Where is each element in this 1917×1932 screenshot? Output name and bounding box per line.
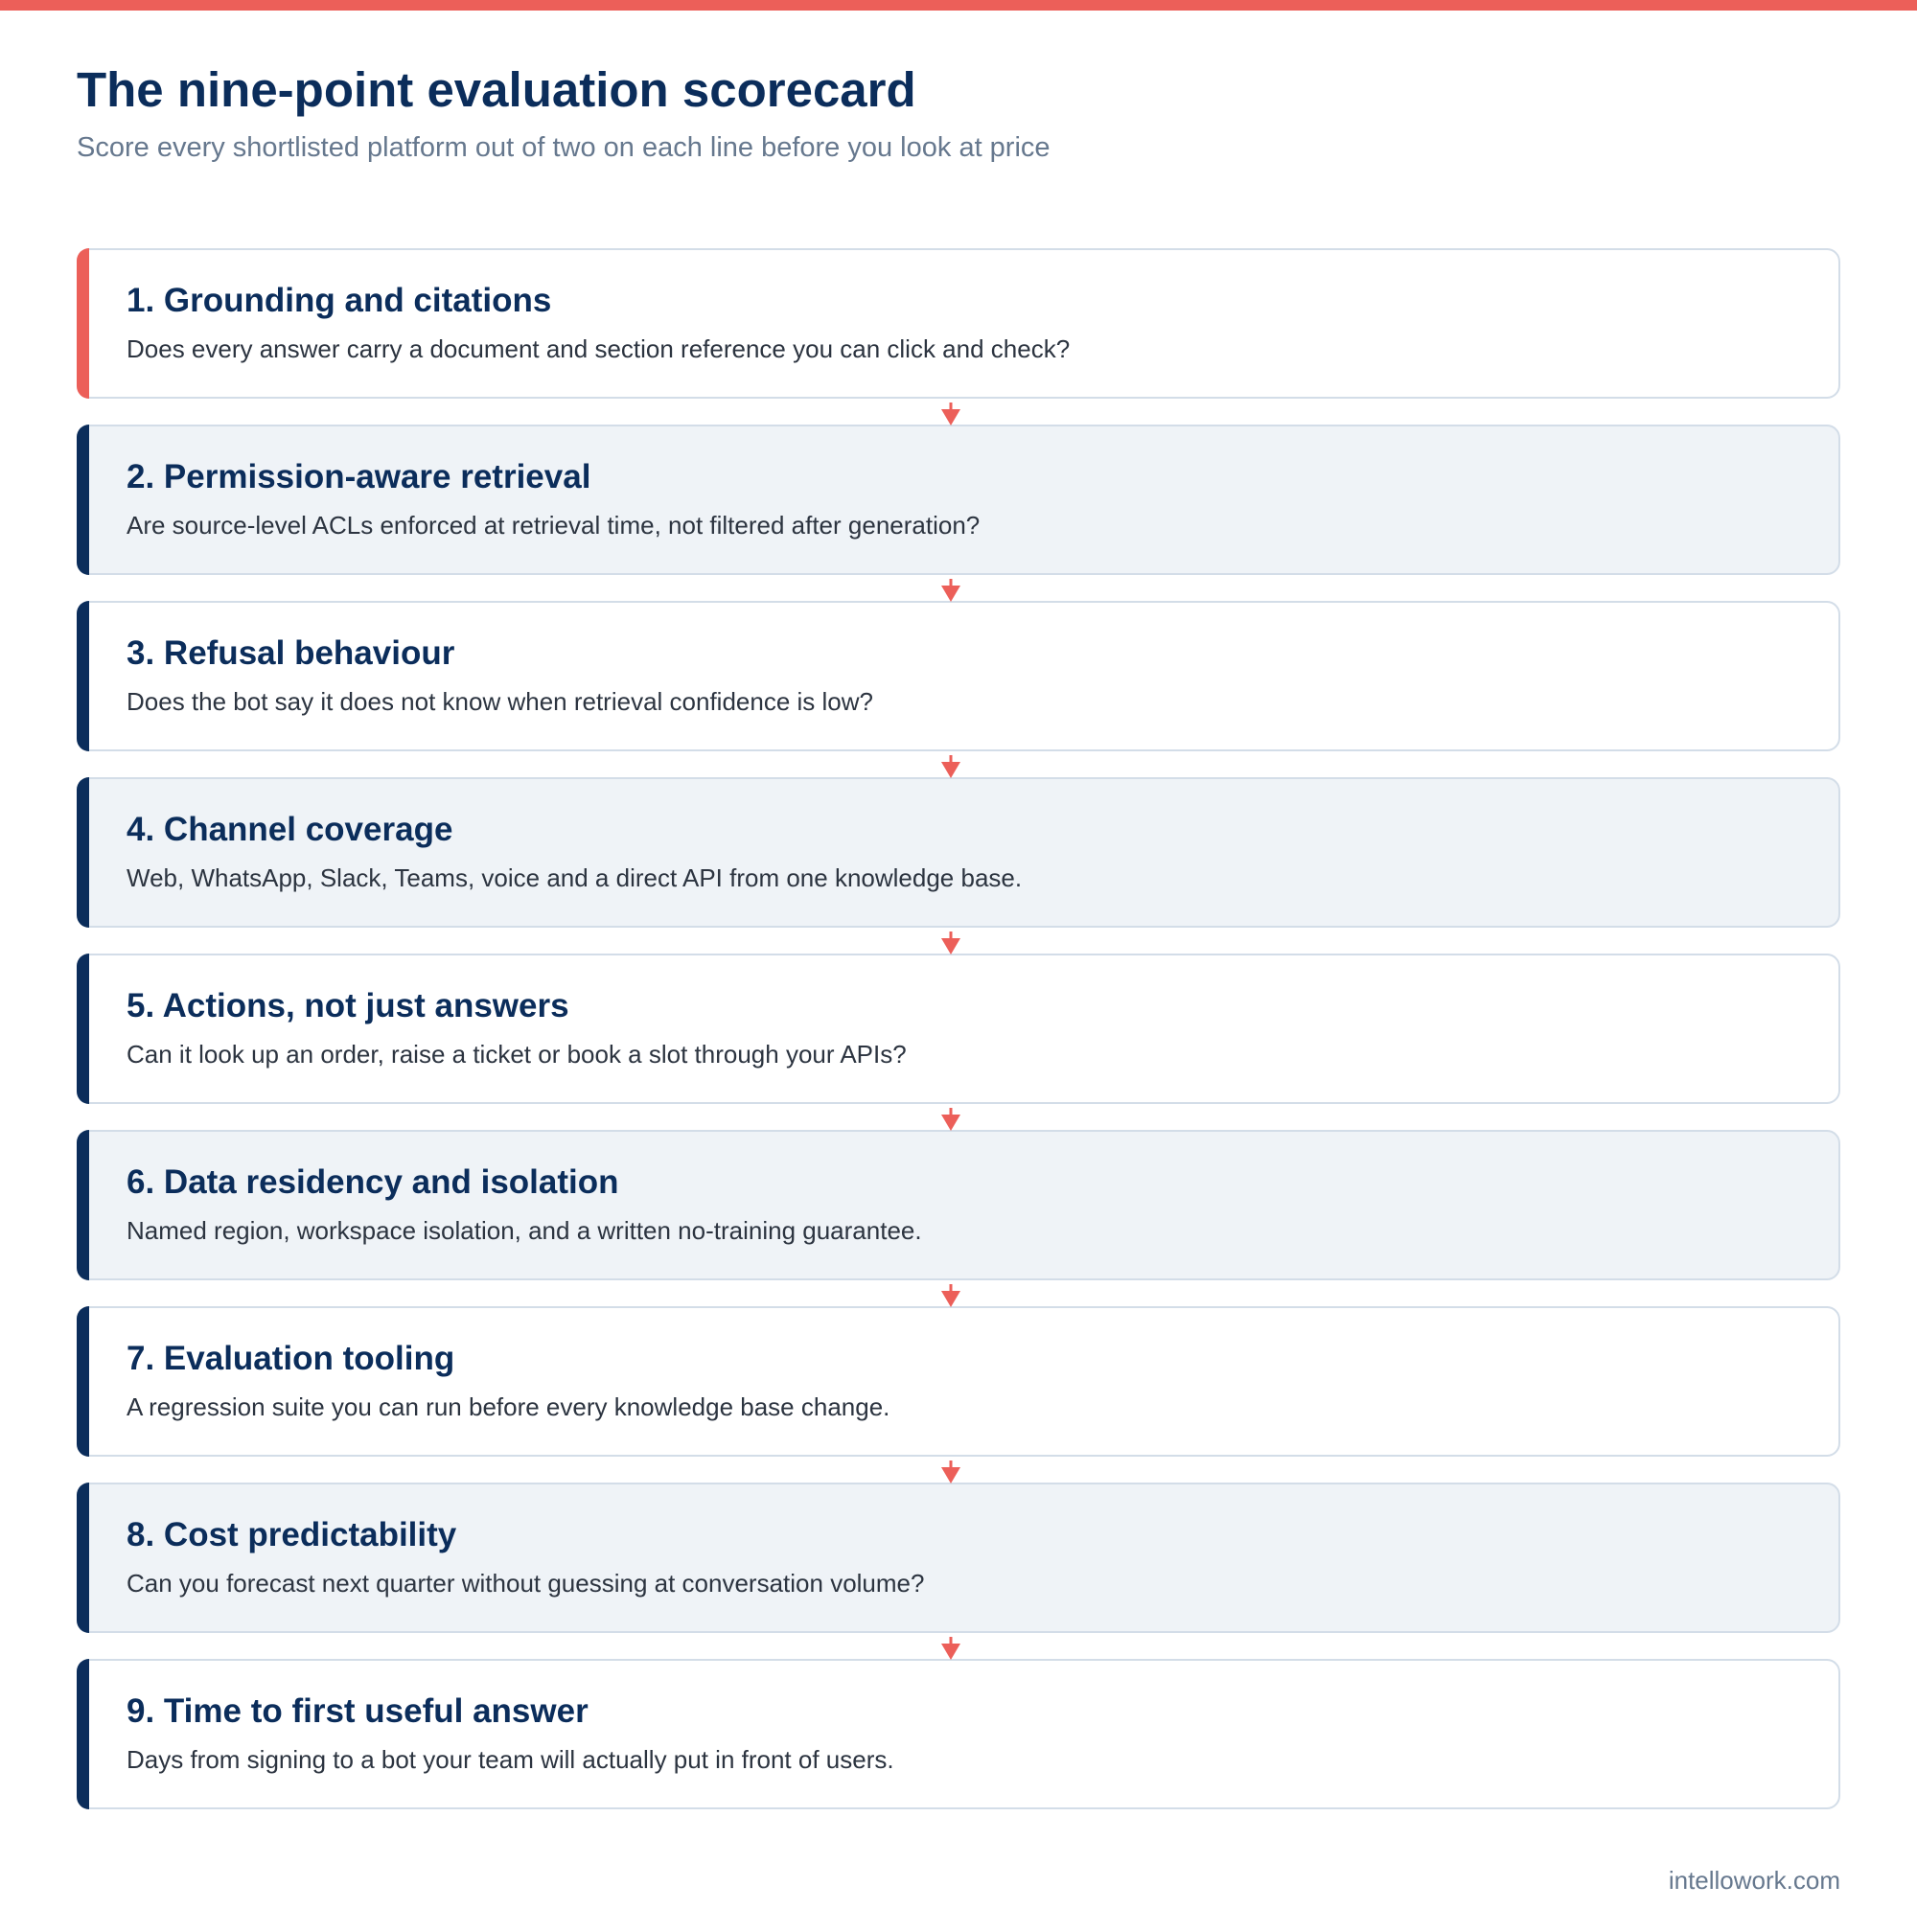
step-card-9 [77,1659,1840,1809]
page-subtitle: Score every shortlisted platform out of two on each line before you look at price [77,132,1051,163]
step-accent-bar [77,1483,89,1633]
arrow-down-icon [939,1460,962,1485]
step-accent-bar [77,777,89,928]
step-description: Web, WhatsApp, Slack, Teams, voice and a direct API from one knowledge base. [127,863,1023,892]
arrow-down-icon [939,932,962,956]
step-accent-bar [77,1306,89,1457]
step-card-6 [77,1130,1840,1280]
step-description: Can it look up an order, raise a ticket or book a slot through your APIs? [127,1040,907,1069]
step-title: 7. Evaluation tooling [127,1340,455,1377]
step-card-3 [77,601,1840,751]
step-accent-bar [77,425,89,575]
step-title: 8. Cost predictability [127,1516,457,1553]
step-card-4 [77,777,1840,928]
arrow-down-icon [939,1637,962,1662]
footer-site-link[interactable]: intellowork.com [1668,1866,1840,1895]
step-description: Does the bot say it does not know when retrieval confidence is low? [127,687,873,716]
step-accent-bar [77,248,89,399]
arrow-down-icon [939,755,962,780]
step-accent-bar [77,1130,89,1280]
step-card-7 [77,1306,1840,1457]
step-title: 5. Actions, not just answers [127,987,569,1024]
step-description: Does every answer carry a document and section reference you can click and check? [127,334,1071,363]
arrow-down-icon [939,579,962,604]
scorecard-steps [77,248,1840,1835]
step-description: Named region, workspace isolation, and a written no-training guarantee. [127,1216,922,1245]
step-card-5 [77,954,1840,1104]
step-description: Can you forecast next quarter without guessing at conversation volume? [127,1569,925,1598]
arrow-down-icon [939,1108,962,1133]
step-title: 1. Grounding and citations [127,282,552,319]
page-title: The nine-point evaluation scorecard [77,62,916,117]
step-description: Days from signing to a bot your team will actually put in front of users. [127,1745,894,1774]
step-title: 4. Channel coverage [127,811,453,848]
step-accent-bar [77,1659,89,1809]
step-card-8 [77,1483,1840,1633]
step-card-1 [77,248,1840,399]
arrow-down-icon [939,1284,962,1309]
step-card-2 [77,425,1840,575]
step-description: A regression suite you can run before every knowledge base change. [127,1392,890,1421]
arrow-down-icon [939,402,962,427]
step-title: 2. Permission-aware retrieval [127,458,591,495]
step-title: 3. Refusal behaviour [127,634,455,672]
step-accent-bar [77,954,89,1104]
step-title: 6. Data residency and isolation [127,1163,619,1201]
step-accent-bar [77,601,89,751]
step-description: Are source-level ACLs enforced at retrieval time, not filtered after generation? [127,511,981,540]
step-title: 9. Time to first useful answer [127,1692,589,1730]
top-accent-bar [0,0,1917,11]
